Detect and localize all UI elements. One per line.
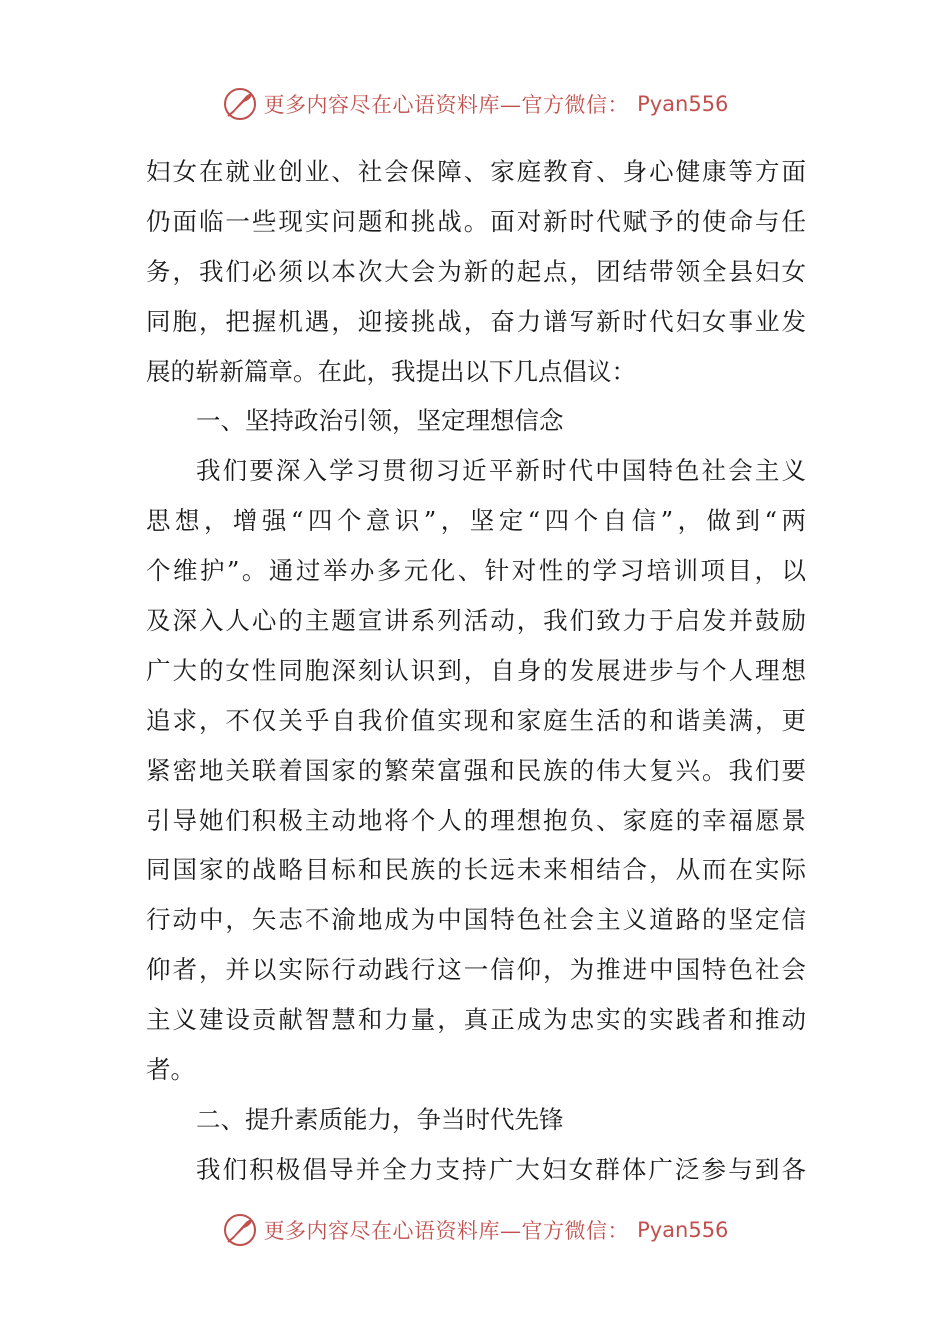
quill-logo-icon [222, 1212, 258, 1248]
text-line: 行动中，矢志不渝地成为中国特色社会主义道路的坚定信 [146, 905, 806, 935]
text-line: 同胞，把握机遇，迎接挑战，奋力谱写新时代妇女事业发 [146, 306, 806, 336]
text-line: 引导她们积极主动地将个人的理想抱负、家庭的幸福愿景 [146, 805, 806, 835]
text-line: 广大的女性同胞深刻认识到，自身的发展进步与个人理想 [146, 655, 806, 685]
text-line: 个维护”。通过举办多元化、针对性的学习培训项目，以 [146, 556, 806, 586]
text-line: 主义建设贡献智慧和力量，真正成为忠实的实践者和推动 [146, 1005, 806, 1035]
watermark-wechat-id: Pyan556 [637, 92, 729, 116]
header-watermark [0, 84, 950, 124]
text-line: 务，我们必须以本次大会为新的起点，团结带领全县妇女 [146, 256, 806, 286]
text-line: 我们积极倡导并全力支持广大妇女群体广泛参与到各 [196, 1154, 806, 1184]
watermark-wechat-id: Pyan556 [637, 1218, 729, 1242]
text-line: 紧密地关联着国家的繁荣富强和民族的伟大复兴。我们要 [146, 755, 806, 785]
text-line: 者。 [146, 1055, 195, 1085]
text-line: 妇女在就业创业、社会保障、家庭教育、身心健康等方面 [146, 157, 806, 186]
text-line: 同国家的战略目标和民族的长远未来相结合，从而在实际 [146, 855, 806, 885]
text-line: 及深入人心的主题宣讲系列活动，我们致力于启发并鼓励 [146, 606, 806, 636]
text-line: 我们要深入学习贯彻习近平新时代中国特色社会主义 [196, 456, 806, 486]
text-line: 追求，不仅关乎自我价值实现和家庭生活的和谐美满，更 [146, 705, 806, 735]
text-line: 仰者，并以实际行动践行这一信仰，为推进中国特色社会 [146, 955, 806, 985]
document-body [146, 147, 806, 1195]
text-line: 二、提升素质能力，争当时代先锋 [196, 1104, 564, 1134]
watermark-text: 更多内容尽在心语资料库—官方微信： [263, 1219, 630, 1243]
text-line: 仍面临一些现实问题和挑战。面对新时代赋予的使命与任 [146, 206, 806, 236]
quill-logo-icon [222, 86, 258, 122]
text-line: 思想，增强“四个意识”，坚定“四个自信”，做到“两 [146, 506, 806, 536]
watermark-text: 更多内容尽在心语资料库—官方微信： [263, 93, 630, 117]
text-line: 一、坚持政治引领，坚定理想信念 [196, 406, 564, 436]
footer-watermark [0, 1210, 950, 1250]
text-line: 展的崭新篇章。在此，我提出以下几点倡议： [146, 356, 636, 386]
